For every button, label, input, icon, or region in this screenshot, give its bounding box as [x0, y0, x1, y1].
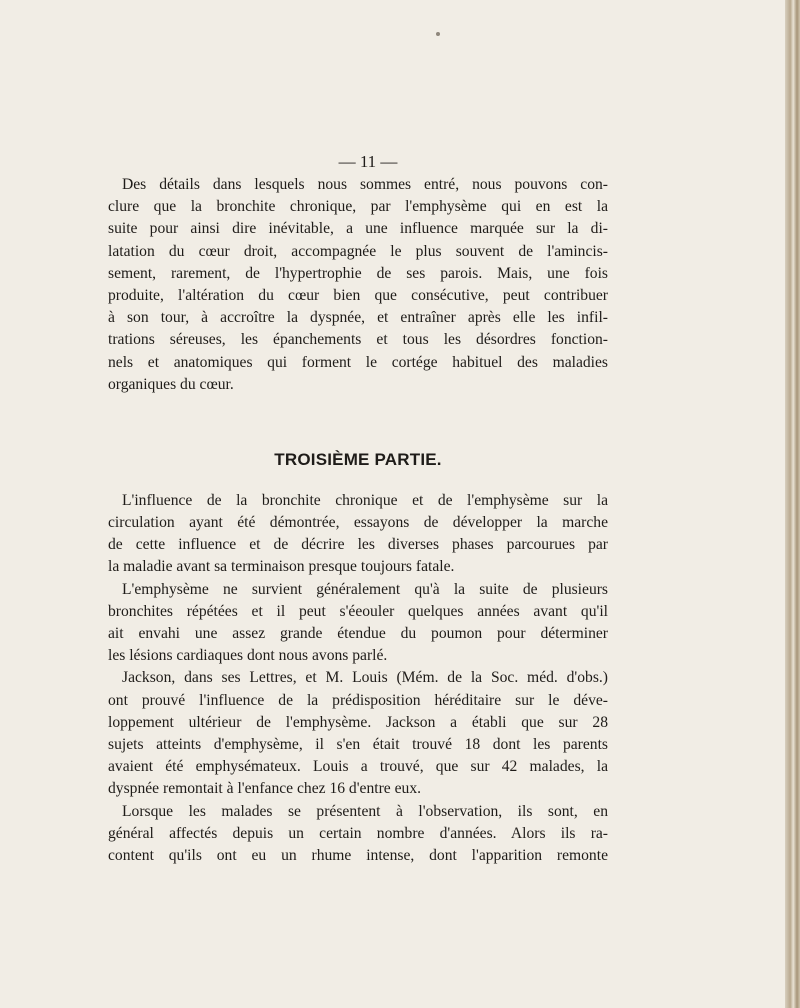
text-line: Des détails dans lesquels nous sommes entré, nous pouvons con-	[122, 176, 608, 193]
book-spine-edge	[785, 0, 800, 1008]
text-line: à son tour, à accroître la dyspnée, et entraîner après elle les infil-	[108, 309, 608, 327]
text-line: ait envahi une assez grande étendue du poumon pour déterminer	[108, 625, 608, 642]
text-line: avaient été emphysémateux. Louis a trouvé, que sur 42 malades, la	[108, 758, 608, 776]
text-line: général affectés depuis un certain nombre d'années. Alors ils ra-	[108, 824, 608, 842]
text-line: la maladie avant sa terminaison presque toujours fatale.	[108, 558, 455, 576]
text-line: ont prouvé l'influence de la prédisposition héréditaire sur le déve-	[108, 691, 608, 709]
text-line: clure que la bronchite chronique, par l'emphysème qui en est la	[108, 198, 608, 216]
text-line: Jackson, dans ses Lettres, et M. Louis (Mém. de la Soc. méd. d'obs.)	[122, 669, 608, 687]
text-line: dyspnée remontait à l'enfance chez 16 d'entre eux.	[108, 780, 422, 798]
text-line: L'emphysème ne survient généralement qu'à la suite de plusieurs	[122, 580, 608, 598]
text-block	[108, 150, 608, 867]
text-line: trations séreuses, les épanchements et tous les désordres fonction-	[108, 331, 608, 349]
text-line: L'influence de la bronchite chronique et de l'emphysème sur la	[122, 491, 608, 509]
text-line: bronchites répétées et il peut s'éeouler quelques années avant qu'il	[108, 602, 608, 620]
page-number: — 11 —	[338, 152, 398, 171]
text-line: nels et anatomiques qui forment le cortége habituel des maladies	[108, 353, 608, 371]
section-heading: TROISIÈME PARTIE.	[274, 449, 442, 469]
text-line: sement, rarement, de l'hypertrophie de ses parois. Mais, une fois	[108, 264, 608, 282]
text-line: content qu'ils ont eu un rhume intense, dont l'apparition remonte	[108, 846, 608, 864]
text-line: suite pour ainsi dire inévitable, a une influence marquée sur la di-	[108, 220, 608, 238]
ink-speck	[436, 32, 440, 36]
text-line: de cette influence et de décrire les diverses phases parcourues par	[108, 536, 608, 554]
text-line: loppement ultérieur de l'emphysème. Jackson a établi que sur 28	[108, 713, 608, 731]
text-line: circulation ayant été démontrée, essayons de développer la marche	[108, 514, 608, 532]
text-line: les lésions cardiaques dont nous avons parlé.	[108, 647, 388, 665]
text-line: produite, l'altération du cœur bien que consécutive, peut contribuer	[108, 286, 608, 304]
text-line: latation du cœur droit, accompagnée le plus souvent de l'amincis-	[108, 242, 608, 260]
text-line: Lorsque les malades se présentent à l'observation, ils sont, en	[122, 802, 608, 820]
text-line: organiques du cœur.	[108, 375, 234, 393]
intro-paragraph	[108, 174, 608, 396]
body-paragraphs	[108, 490, 608, 867]
text-line: sujets atteints d'emphysème, il s'en était trouvé 18 dont les parents	[108, 735, 608, 753]
